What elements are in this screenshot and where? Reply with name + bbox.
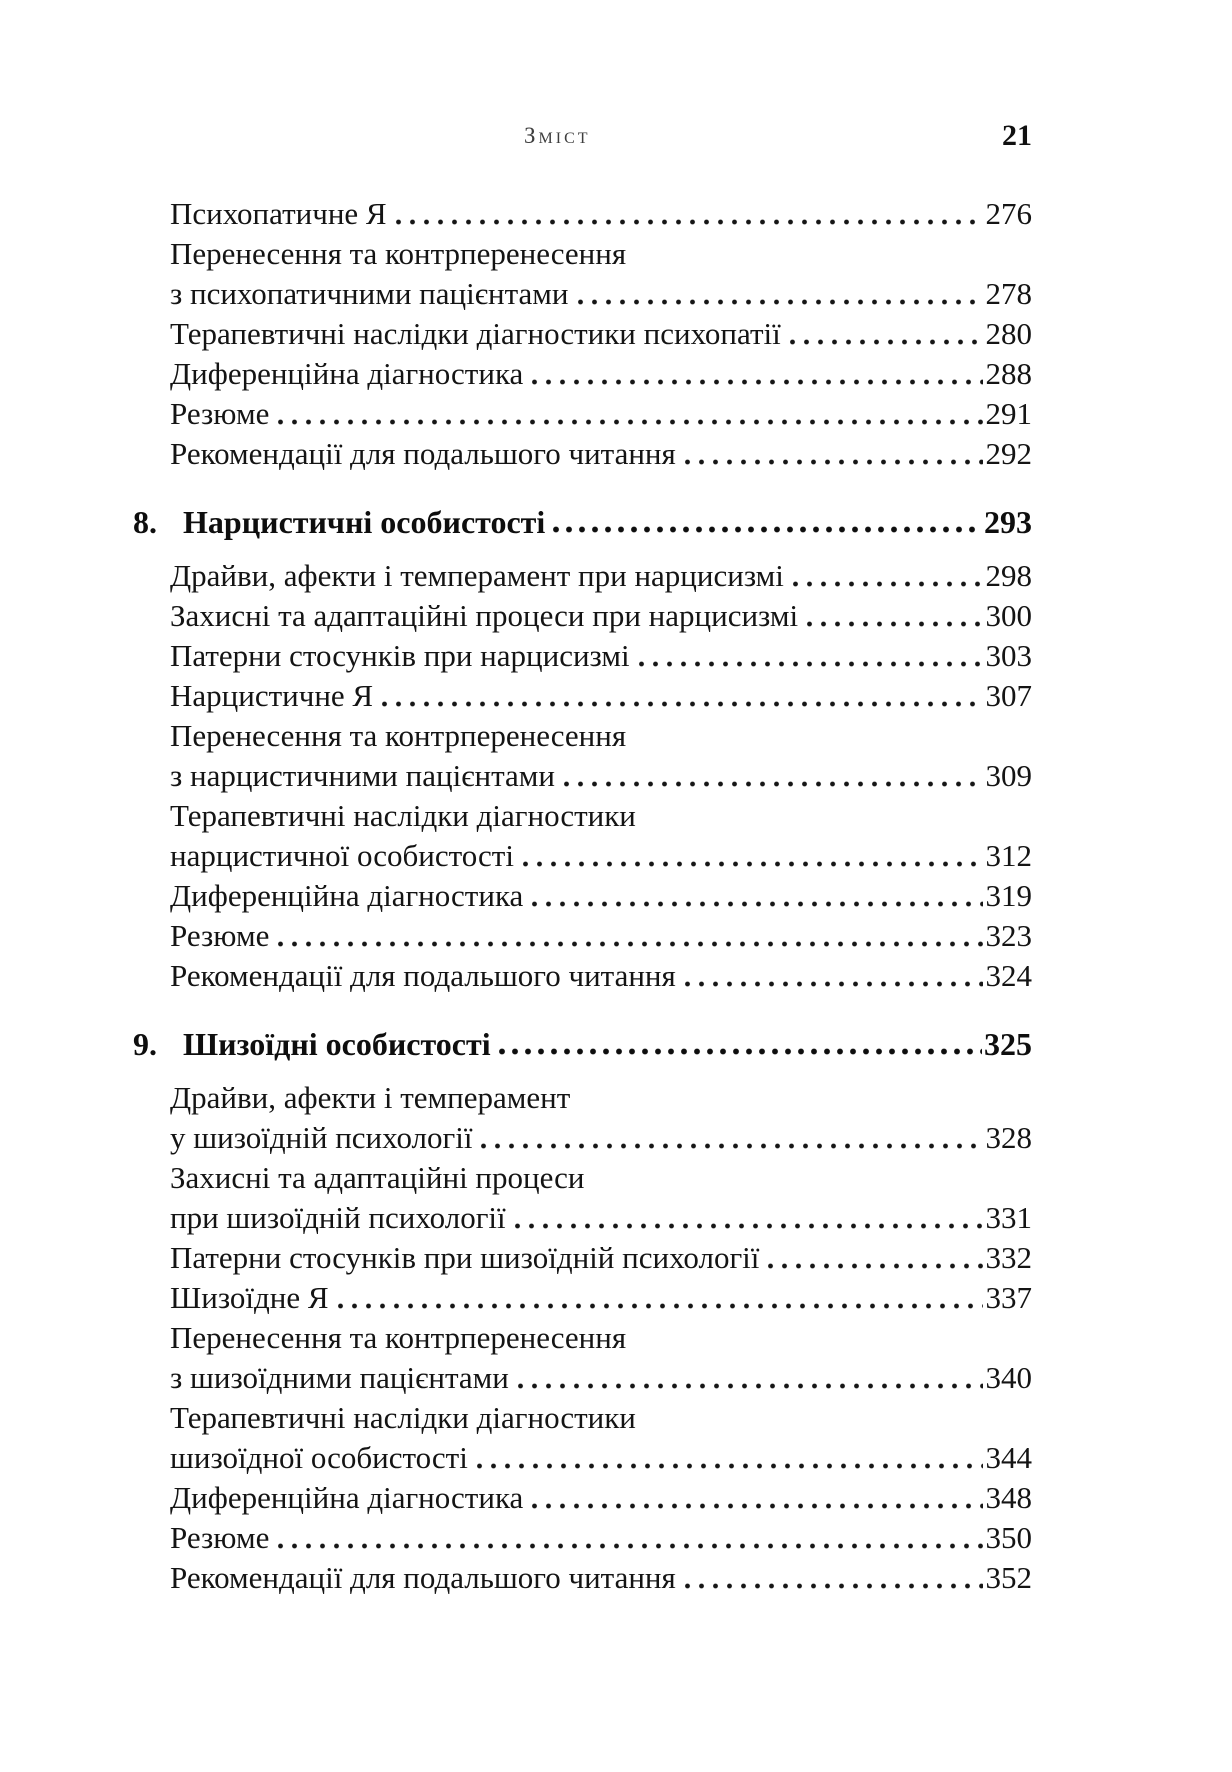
dot-leader (278, 1543, 982, 1549)
toc-entry-row (133, 836, 1032, 876)
toc-page-number: 344 (985, 1440, 1032, 1475)
toc-entry-text: Терапевтичні наслідки діагностики (170, 798, 636, 833)
toc-page-number: 332 (985, 1240, 1032, 1275)
toc-page-number: 309 (985, 758, 1032, 793)
dot-leader (477, 1463, 983, 1469)
dot-leader (578, 299, 983, 305)
toc-entry-row (133, 1198, 1032, 1238)
toc-page-number: 352 (985, 1560, 1032, 1595)
toc-entry-text: Резюме (170, 396, 270, 431)
toc-entry-row (133, 636, 1032, 676)
dot-leader (518, 1383, 983, 1389)
toc-entry-text: Нарцистичне Я (170, 678, 374, 713)
dot-leader (338, 1303, 983, 1309)
toc-entry-row (133, 1518, 1032, 1558)
toc-entry-text: у шизоїдній психології (170, 1120, 473, 1155)
toc-page-number: 337 (985, 1280, 1032, 1315)
toc-entry-row (133, 274, 1032, 314)
dot-leader (515, 1223, 983, 1229)
toc-entry-text: Диференційна діагностика (170, 1480, 524, 1515)
toc-page-number: 323 (985, 918, 1032, 953)
toc-entry-row (133, 756, 1032, 796)
toc-entry-row (133, 1238, 1032, 1278)
dot-leader (639, 661, 983, 667)
toc-entry-row (133, 1158, 1032, 1198)
toc-page-number: 278 (985, 276, 1032, 311)
toc-entry-text: нарцистичної особистості (170, 838, 514, 873)
toc-page-number: 300 (985, 598, 1032, 633)
dot-leader (768, 1263, 982, 1269)
dot-leader (685, 981, 983, 987)
toc-entry-text: Захисні та адаптаційні процеси (170, 1160, 585, 1195)
toc-entry-text: Захисні та адаптаційні процеси при нарцисизмі (170, 598, 799, 633)
dot-leader (807, 621, 982, 627)
dot-leader (396, 219, 983, 225)
dot-leader (382, 701, 982, 707)
toc-entry-row (133, 1398, 1032, 1438)
toc-entry-text: Патерни стосунків при шизоїдній психології (170, 1240, 760, 1275)
toc-entry-text: Шизоїдні особистості (183, 1026, 491, 1062)
toc-entry-row (133, 434, 1032, 474)
toc-page-number: 312 (985, 838, 1032, 873)
toc-page-number: 292 (985, 436, 1032, 471)
toc-entry-text: Резюме (170, 1520, 270, 1555)
toc-entry-row (133, 556, 1032, 596)
toc-entry-text: Терапевтичні наслідки діагностики (170, 1400, 636, 1435)
toc-entry-row (133, 676, 1032, 716)
dot-leader (685, 1583, 983, 1589)
toc-entry-row (133, 1558, 1032, 1598)
toc-entry-row (133, 716, 1032, 756)
toc-entry-row (133, 394, 1032, 434)
dot-leader (532, 901, 982, 907)
toc-page-number: 348 (985, 1480, 1032, 1515)
toc-page-number: 288 (985, 356, 1032, 391)
dot-leader (532, 379, 982, 385)
dot-leader (790, 339, 983, 345)
toc-page-number: 324 (985, 958, 1032, 993)
toc-page-number: 298 (985, 558, 1032, 593)
toc-entry-text: з нарцистичними пацієнтами (170, 758, 555, 793)
toc-entry-text: Драйви, афекти і темперамент при нарцисизмі (170, 558, 784, 593)
toc-page-number: 340 (985, 1360, 1032, 1395)
toc-entry-row (133, 956, 1032, 996)
toc-entry-row (133, 1358, 1032, 1398)
toc-entry-text: Перенесення та контрперенесення (170, 1320, 627, 1355)
dot-leader (532, 1503, 982, 1509)
dot-leader (499, 1048, 982, 1055)
toc-page-number: 293 (984, 504, 1032, 540)
dot-leader (481, 1143, 982, 1149)
toc-page-number: 303 (985, 638, 1032, 673)
toc-entry-text: Резюме (170, 918, 270, 953)
dot-leader (793, 581, 983, 587)
toc-entry-text: шизоїдної особистості (170, 1440, 468, 1475)
toc-entry-row (133, 916, 1032, 956)
toc-entry-row (133, 314, 1032, 354)
toc-entry-text: з психопатичними пацієнтами (170, 276, 569, 311)
toc-entry-row (133, 876, 1032, 916)
toc-entry-text: Диференційна діагностика (170, 878, 524, 913)
toc-page-number: 291 (985, 396, 1032, 431)
toc-entry-text: Психопатичне Я (170, 196, 387, 231)
toc-page-number: 331 (985, 1200, 1032, 1235)
toc-entry-row (133, 234, 1032, 274)
toc-page-number: 328 (985, 1120, 1032, 1155)
toc-page-number: 319 (985, 878, 1032, 913)
dot-leader (685, 459, 983, 465)
toc-page-number: 276 (985, 196, 1032, 231)
toc-page-number: 325 (984, 1026, 1032, 1062)
toc-entry-row (133, 1478, 1032, 1518)
page-header-title: Зміст (524, 123, 591, 148)
toc-entry-text: Перенесення та контрперенесення (170, 718, 627, 753)
toc-entry-row (133, 354, 1032, 394)
toc-entry-row (133, 1278, 1032, 1318)
toc-entry-text: з шизоїдними пацієнтами (170, 1360, 509, 1395)
toc-entry-row (133, 1078, 1032, 1118)
toc-entry-text: Драйви, афекти і темперамент (170, 1080, 571, 1115)
dot-leader (278, 419, 982, 425)
chapter-number: 8. (133, 504, 157, 540)
toc-page-number: 307 (985, 678, 1032, 713)
toc-entry-text: Патерни стосунків при нарцисизмі (170, 638, 630, 673)
toc-chapter-row (133, 1024, 1032, 1064)
toc-entry-row (133, 1118, 1032, 1158)
chapter-number: 9. (133, 1026, 157, 1062)
toc-entry-text: при шизоїдній психології (170, 1200, 506, 1235)
toc-entry-row (133, 796, 1032, 836)
toc-entry-row (133, 1318, 1032, 1358)
toc-entry-row (133, 194, 1032, 234)
toc-page-number: 280 (985, 316, 1032, 351)
toc-entry-text: Рекомендації для подальшого читання (170, 436, 676, 471)
toc-chapter-row (133, 502, 1032, 542)
toc-entry-row (133, 1438, 1032, 1478)
toc-entry-text: Шизоїдне Я (170, 1280, 329, 1315)
dot-leader (278, 941, 982, 947)
dot-leader (553, 526, 982, 533)
toc-entry-text: Рекомендації для подальшого читання (170, 1560, 676, 1595)
toc-entry-text: Терапевтичні наслідки діагностики психопатії (170, 316, 781, 351)
toc-list (133, 194, 1032, 1598)
toc-entry-text: Рекомендації для подальшого читання (170, 958, 676, 993)
toc-page-number: 350 (985, 1520, 1032, 1555)
page-header-page-number: 21 (1002, 119, 1032, 152)
dot-leader (523, 861, 983, 867)
toc-entry-text: Диференційна діагностика (170, 356, 524, 391)
toc-entry-text: Перенесення та контрперенесення (170, 236, 627, 271)
toc-entry-text: Нарцистичні особистості (183, 504, 546, 540)
toc-entry-row (133, 596, 1032, 636)
dot-leader (564, 781, 983, 787)
